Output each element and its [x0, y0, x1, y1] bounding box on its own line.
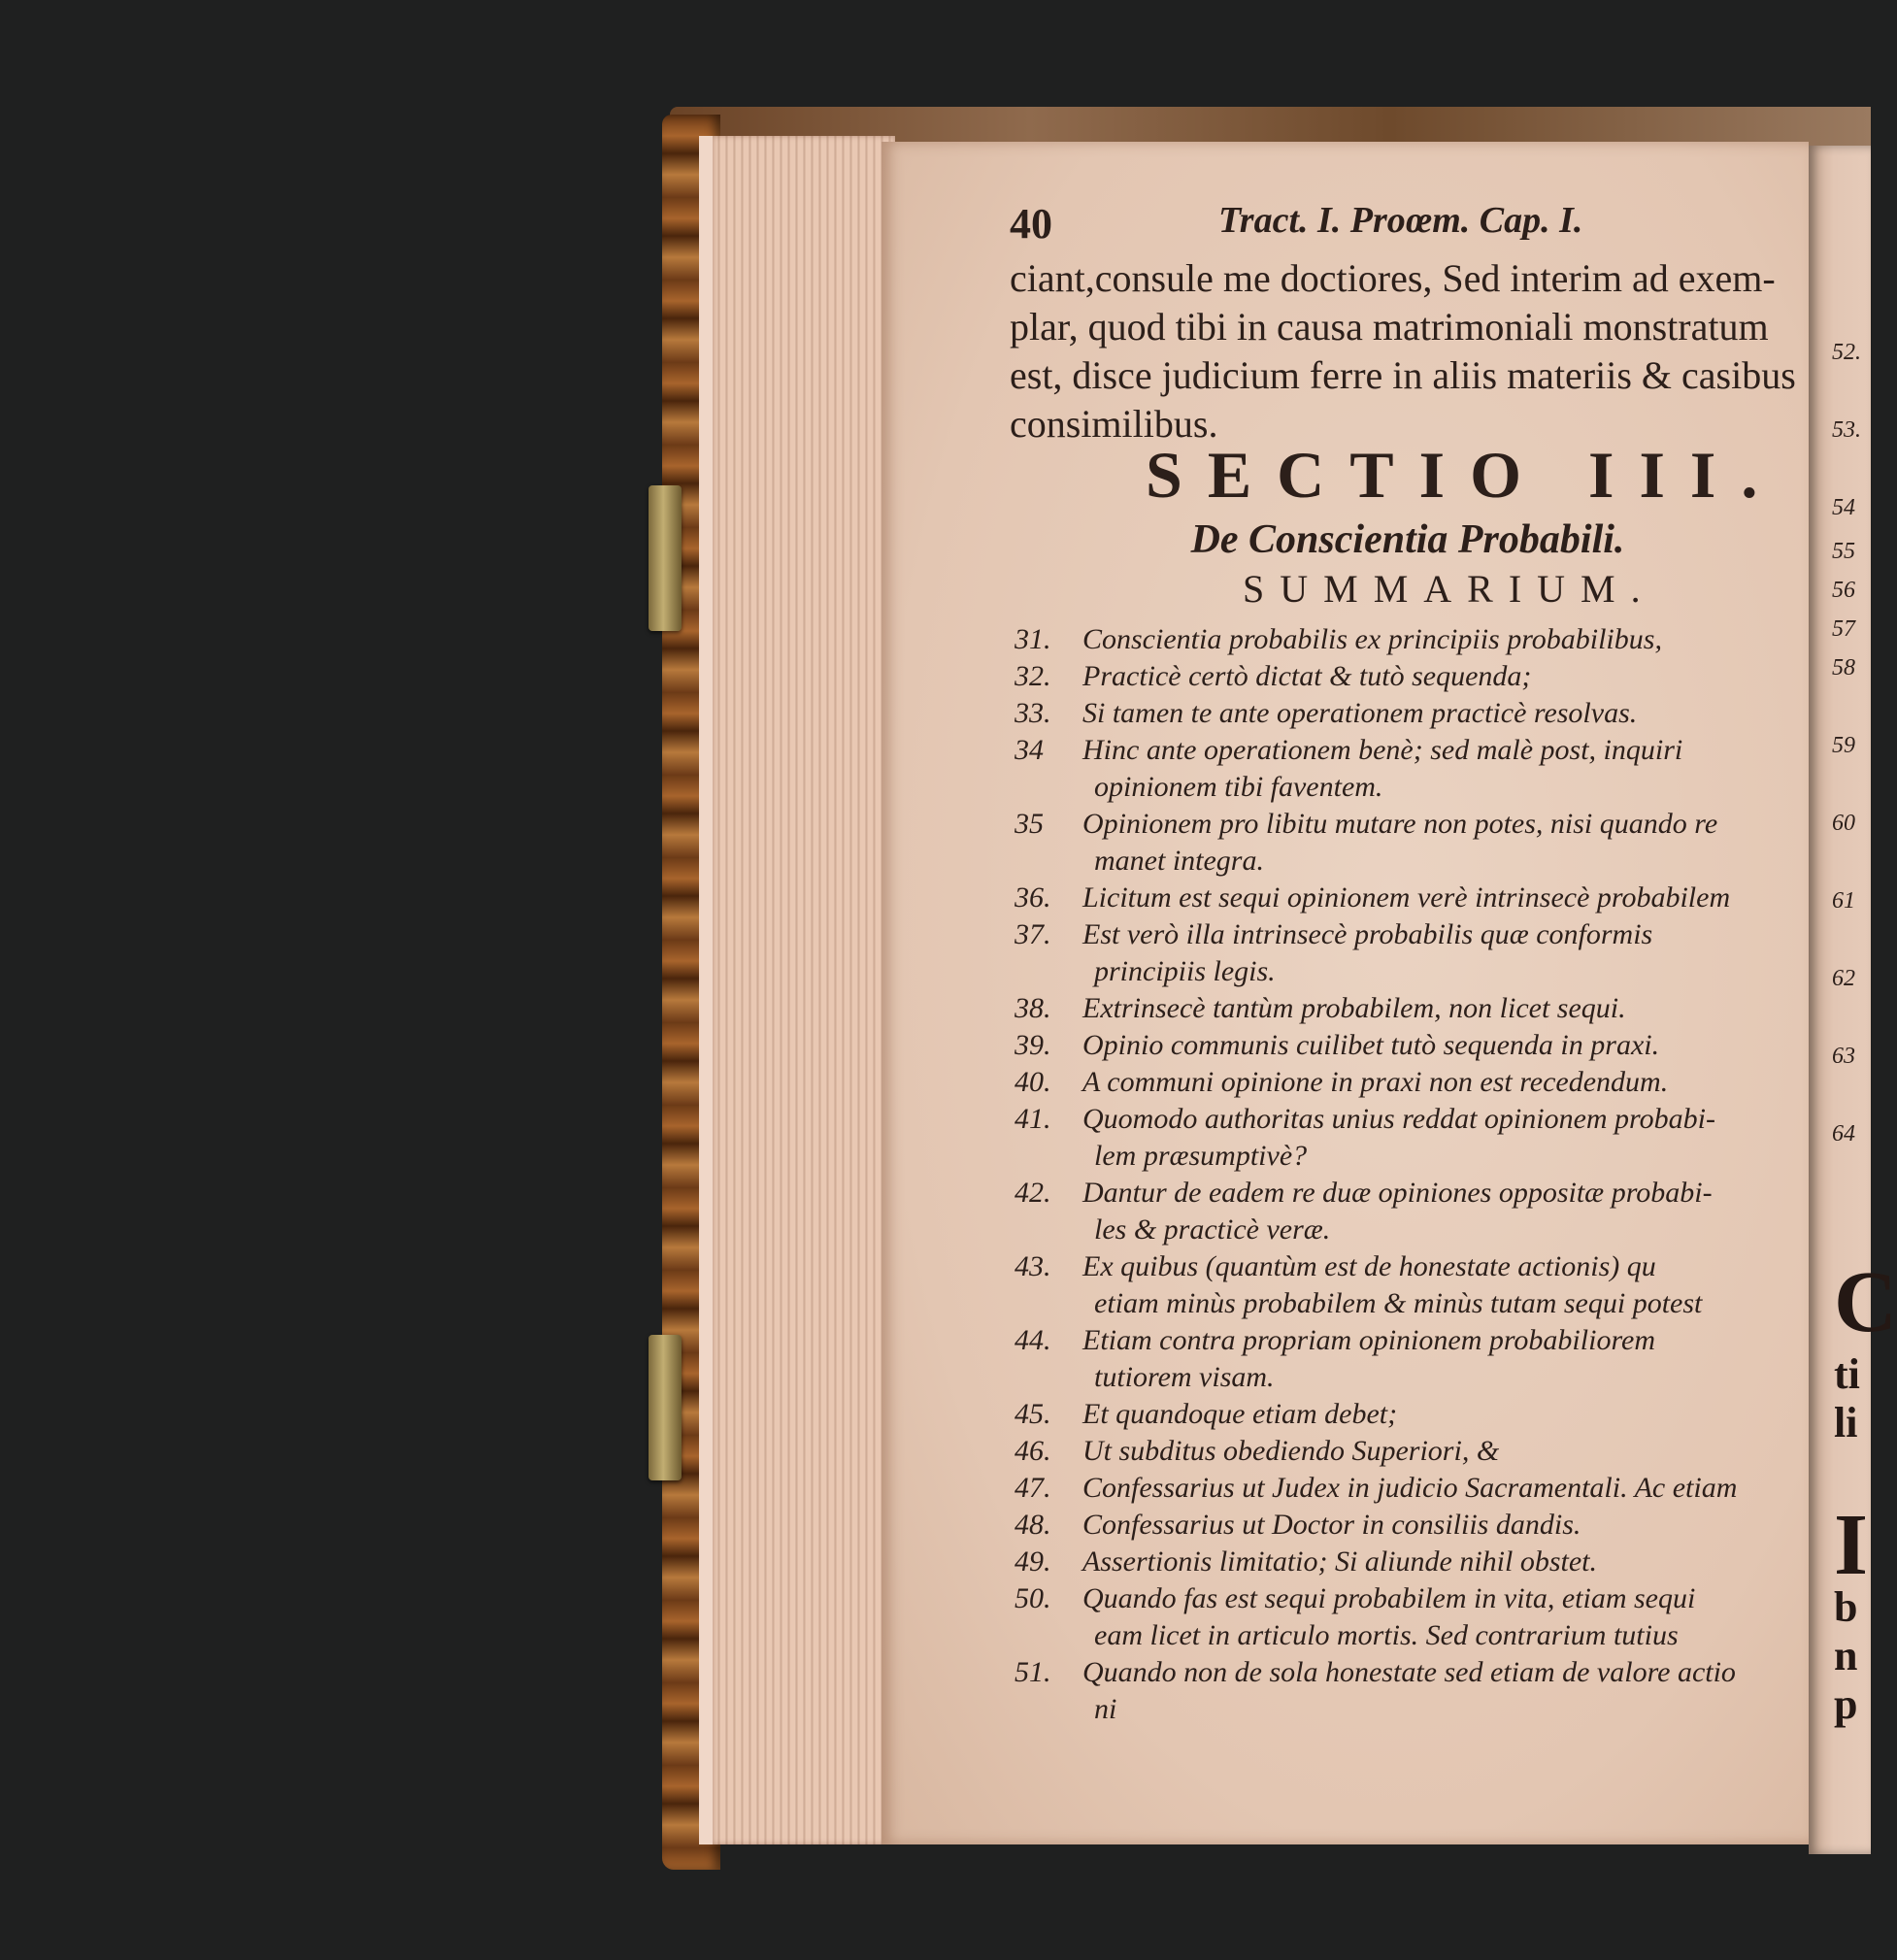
margin-note-number: 59 [1832, 733, 1855, 758]
summary-item [1015, 990, 1809, 1027]
summary-item [1015, 1248, 1809, 1322]
summary-item-number: 43. [1015, 1250, 1051, 1282]
body-line: ciant,consule me doctiores, Sed interim ad exem- [1010, 256, 1776, 300]
margin-note-number: 63 [1832, 1044, 1855, 1069]
summary-item-number: 40. [1015, 1066, 1051, 1098]
summary-item [1015, 806, 1809, 880]
summary-item-number: 42. [1015, 1177, 1051, 1209]
summary-item-text: Quando non de sola honestate sed etiam de valore actio [1082, 1656, 1736, 1688]
margin-note-number: 60 [1832, 811, 1855, 836]
summary-item [1015, 1064, 1809, 1101]
margin-note-number: 57 [1832, 616, 1855, 642]
margin-note-number: 61 [1832, 888, 1855, 914]
summary-item-text: Dantur de eadem re duæ opiniones oppositæ probabi- [1082, 1177, 1713, 1209]
summary-item-text: Opinionem pro libitu mutare non potes, nisi quando re [1082, 808, 1718, 840]
summary-item-number: 32. [1015, 660, 1051, 692]
summary-item-continuation: principiis legis. [1094, 955, 1276, 987]
summary-item-number: 47. [1015, 1472, 1051, 1504]
summary-item-text: Assertionis limitatio; Si aliunde nihil obstet. [1082, 1545, 1597, 1578]
section-title: SECTIO III. [1146, 438, 1783, 512]
summary-item-number: 35 [1015, 808, 1044, 840]
summary-item-number: 48. [1015, 1509, 1051, 1541]
summary-item [1015, 1396, 1809, 1433]
summary-item [1015, 1433, 1809, 1470]
clasp-hinge-upper [649, 485, 682, 631]
summary-item-number: 37. [1015, 918, 1051, 950]
summary-item-continuation: lem præsumptivè? [1094, 1140, 1308, 1172]
summary-item-number: 45. [1015, 1398, 1051, 1430]
summary-item-number: 33. [1015, 697, 1051, 729]
summary-list [1015, 621, 1809, 1728]
summary-item [1015, 1027, 1809, 1064]
facing-page-text-fragment: p [1834, 1680, 1858, 1728]
summary-item-text: Confessarius ut Doctor in consiliis dandis. [1082, 1509, 1581, 1541]
summary-item-number: 36. [1015, 881, 1051, 914]
summary-item-text: A communi opinione in praxi non est recedendum. [1082, 1066, 1669, 1098]
facing-page-text-fragment: C [1834, 1254, 1897, 1350]
summary-item [1015, 1544, 1809, 1580]
running-title: Tract. I. Proœm. Cap. I. [1218, 200, 1583, 241]
margin-note-number: 53. [1832, 417, 1861, 443]
running-head [1010, 199, 1631, 248]
margin-note-number: 56 [1832, 578, 1855, 603]
summary-item [1015, 732, 1809, 806]
summary-item-text: Confessarius ut Judex in judicio Sacramentali. Ac etiam [1082, 1472, 1738, 1504]
summary-item-continuation: les & practicè veræ. [1094, 1213, 1331, 1246]
summary-item [1015, 1101, 1809, 1175]
facing-page-margin [1830, 0, 1897, 1960]
summary-item [1015, 1175, 1809, 1248]
margin-note-number: 52. [1832, 340, 1861, 365]
body-line: est, disce judicium ferre in aliis materiis & casibus [1010, 353, 1796, 397]
margin-note-number: 55 [1832, 539, 1855, 564]
page-edges [699, 136, 895, 1844]
summary-item-number: 39. [1015, 1029, 1051, 1061]
summary-item-text: Hinc ante operationem benè; sed malè post, inquiri [1082, 734, 1683, 766]
summary-item-text: Est verò illa intrinsecè probabilis quæ conformis [1082, 918, 1653, 950]
summary-item [1015, 1654, 1809, 1728]
summary-item-text: Extrinsecè tantùm probabilem, non licet sequi. [1082, 992, 1626, 1024]
clasp-hinge-lower [649, 1335, 682, 1480]
summary-item-text: Quando fas est sequi probabilem in vita, etiam sequi [1082, 1582, 1696, 1614]
summary-item-text: Practicè certò dictat & tutò sequenda; [1082, 660, 1532, 692]
section-subtitle: De Conscientia Probabili. [1190, 517, 1625, 562]
facing-page-text-fragment: b [1834, 1583, 1858, 1631]
summary-item [1015, 1507, 1809, 1544]
margin-note-number: 58 [1832, 655, 1855, 681]
summary-item-continuation: tutiorem visam. [1094, 1361, 1275, 1393]
body-line: consimilibus. [1010, 402, 1218, 446]
summary-item-text: Conscientia probabilis ex principiis probabilibus, [1082, 623, 1662, 655]
summary-heading: SUMMARIUM. [1243, 567, 1656, 611]
summary-item-text: Opinio communis cuilibet tutò sequenda in praxi. [1082, 1029, 1660, 1061]
summary-item-number: 41. [1015, 1103, 1051, 1135]
summary-item-number: 34 [1015, 734, 1044, 766]
margin-note-number: 62 [1832, 966, 1855, 991]
body-line: plar, quod tibi in causa matrimoniali monstratum [1010, 305, 1769, 349]
summary-item-text: Quomodo authoritas unius reddat opinionem probabi- [1082, 1103, 1715, 1135]
margin-note-number: 64 [1832, 1121, 1855, 1146]
facing-page-text-fragment: I [1834, 1497, 1869, 1593]
summary-item-text: Ex quibus (quantùm est de honestate actionis) qu [1082, 1250, 1656, 1282]
summary-item [1015, 621, 1809, 658]
summary-item-continuation: manet integra. [1094, 845, 1264, 877]
summary-item-continuation: eam licet in articulo mortis. Sed contrarium tutius [1094, 1619, 1679, 1651]
summary-item-number: 49. [1015, 1545, 1051, 1578]
summary-item-number: 51. [1015, 1656, 1051, 1688]
facing-page-text-fragment: n [1834, 1632, 1858, 1679]
summary-item [1015, 1470, 1809, 1507]
summary-item [1015, 695, 1809, 732]
summary-item-number: 50. [1015, 1582, 1051, 1614]
margin-note-number: 54 [1832, 495, 1855, 520]
summary-item-text: Etiam contra propriam opinionem probabiliorem [1082, 1324, 1655, 1356]
summary-item-continuation: etiam minùs probabilem & minùs tutam sequi potest [1094, 1287, 1703, 1319]
page-number: 40 [1010, 200, 1052, 248]
summary-item-text: Si tamen te ante operationem practicè resolvas. [1082, 697, 1638, 729]
facing-page-text-fragment: ti [1834, 1350, 1860, 1398]
facing-page-text-fragment: li [1834, 1399, 1858, 1446]
summary-item [1015, 658, 1809, 695]
summary-item-number: 44. [1015, 1324, 1051, 1356]
summary-item-continuation: opinionem tibi faventem. [1094, 771, 1383, 803]
summary-item-continuation: ni [1094, 1693, 1117, 1725]
summary-item-text: Ut subditus obediendo Superiori, & [1082, 1435, 1500, 1467]
body-paragraph [1010, 254, 1806, 448]
summary-item-number: 38. [1015, 992, 1051, 1024]
summary-item [1015, 880, 1809, 916]
summary-item [1015, 1580, 1809, 1654]
summary-item-text: Et quandoque etiam debet; [1082, 1398, 1398, 1430]
summary-item-number: 46. [1015, 1435, 1051, 1467]
summary-item-number: 31. [1015, 623, 1051, 655]
summary-item [1015, 1322, 1809, 1396]
summary-item [1015, 916, 1809, 990]
summary-item-text: Licitum est sequi opinionem verè intrinsecè probabilem [1082, 881, 1731, 914]
